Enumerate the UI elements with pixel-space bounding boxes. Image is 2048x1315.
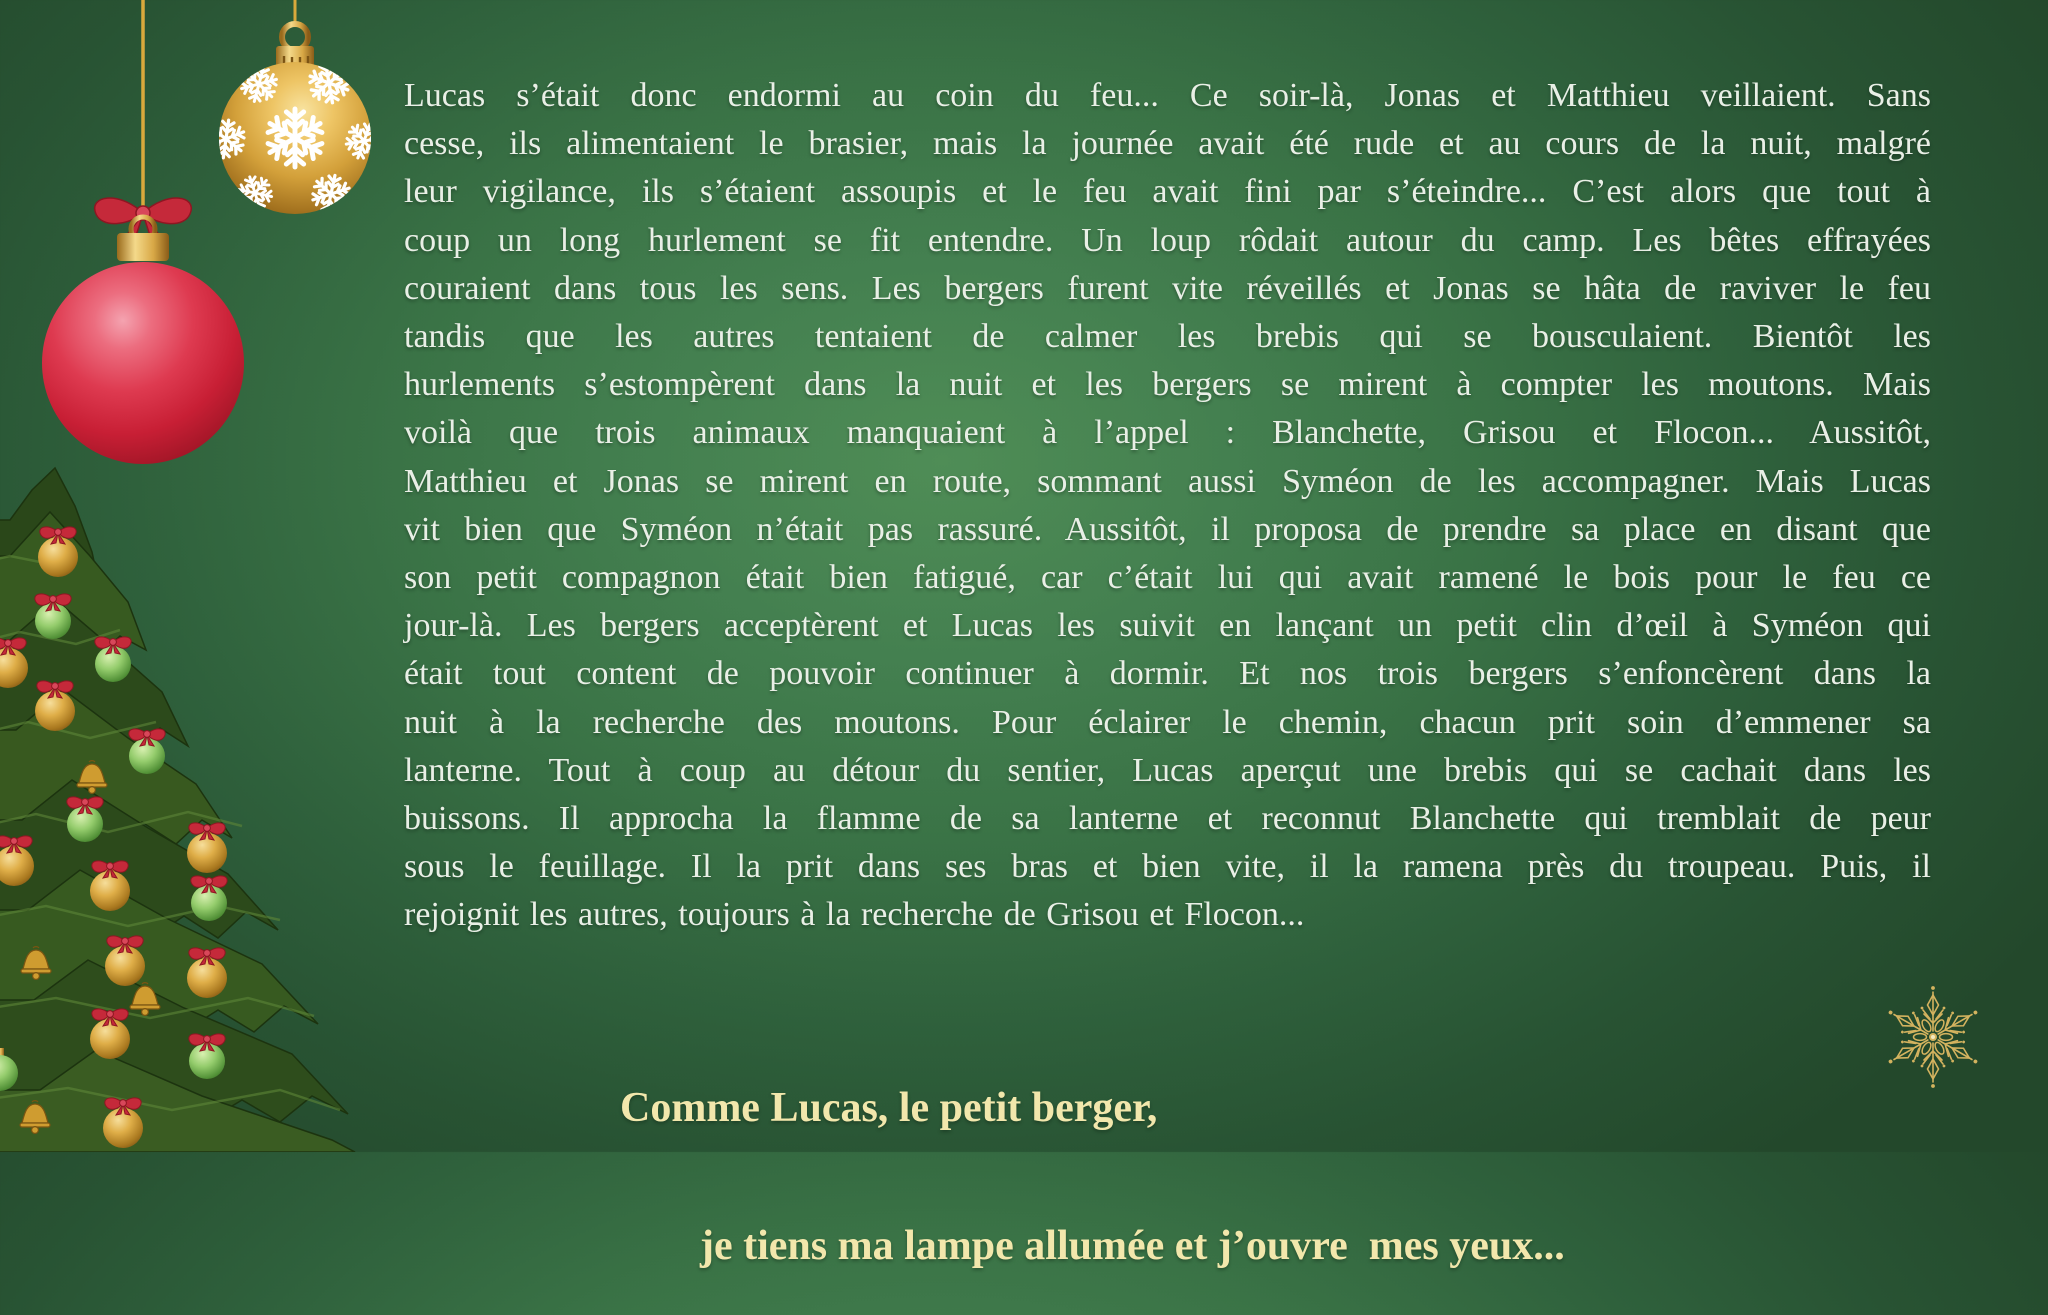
story-line: cesse, ils alimentaient le brasier, mais la journée avait été rude et au cours de la nuit, malgré — [404, 125, 1931, 163]
red-ball — [42, 262, 244, 464]
story-line: buissons. Il approcha la flamme de sa lanterne et reconnut Blanchette qui tremblait de peur — [404, 800, 1931, 838]
story-line: nuit à la recherche des moutons. Pour éclairer le chemin, chacun prit soin d’emmener sa — [404, 703, 1931, 741]
story-line: sous le feuillage. Il la prit dans ses bras et bien vite, il la ramena près du troupeau. Puis, il — [404, 848, 1931, 886]
story-line: était tout content de pouvoir continuer à dormir. Et nos trois bergers s’enfoncèrent dans la — [404, 655, 1931, 693]
story-line: hurlements s’estompèrent dans la nuit et les bergers se mirent à compter les moutons. Mais — [404, 366, 1931, 404]
story-line: rejoignit les autres, toujours à la recherche de Grisou et Flocon... — [404, 896, 1305, 934]
story-line: Lucas s’était donc endormi au coin du feu... Ce soir-là, Jonas et Matthieu veillaient. Sans — [404, 77, 1931, 114]
story-line: coup un long hurlement se fit entendre. Un loup rôdait autour du camp. Les bêtes effrayées — [404, 221, 1931, 259]
story-line: son petit compagnon était bien fatigué, car c’était lui qui avait ramené le bois pour le feu ce — [404, 559, 1931, 597]
story-line: Matthieu et Jonas se mirent en route, sommant aussi Syméon de les accompagner. Mais Lucas — [404, 462, 1931, 500]
caption — [620, 993, 1565, 1315]
snowflake-icon — [1868, 972, 1998, 1102]
story-line: vit bien que Syméon n’était pas rassuré. Aussitôt, il proposa de prendre sa place en disant que — [404, 510, 1931, 548]
story-line: voilà que trois animaux manquaient à l’appel : Blanchette, Grisou et Flocon... Aussitôt, — [404, 414, 1931, 452]
story-text — [404, 72, 1931, 940]
story-line: couraient dans tous les sens. Les bergers furent vite réveillés et Jonas se hâta de raviver le feu — [404, 269, 1931, 307]
story-line: tandis que les autres tentaient de calmer les brebis qui se bousculaient. Bientôt les — [404, 318, 1931, 356]
caption-line-2: je tiens ma lampe allumée et j’ouvre mes yeux... — [700, 1223, 1565, 1269]
story-line: lanterne. Tout à coup au détour du sentier, Lucas aperçut une brebis qui se cachait dans les — [404, 751, 1931, 789]
caption-line-1: Comme Lucas, le petit berger, — [620, 1085, 1158, 1131]
story-line: leur vigilance, ils s’étaient assoupis et le feu avait fini par s’éteindre... C’est alors que tout à — [404, 173, 1931, 211]
red-bauble-ornament — [20, 0, 270, 480]
story-line: jour-là. Les bergers acceptèrent et Lucas les suivit en lançant un petit clin d’œil à Syméon qui — [404, 607, 1931, 645]
